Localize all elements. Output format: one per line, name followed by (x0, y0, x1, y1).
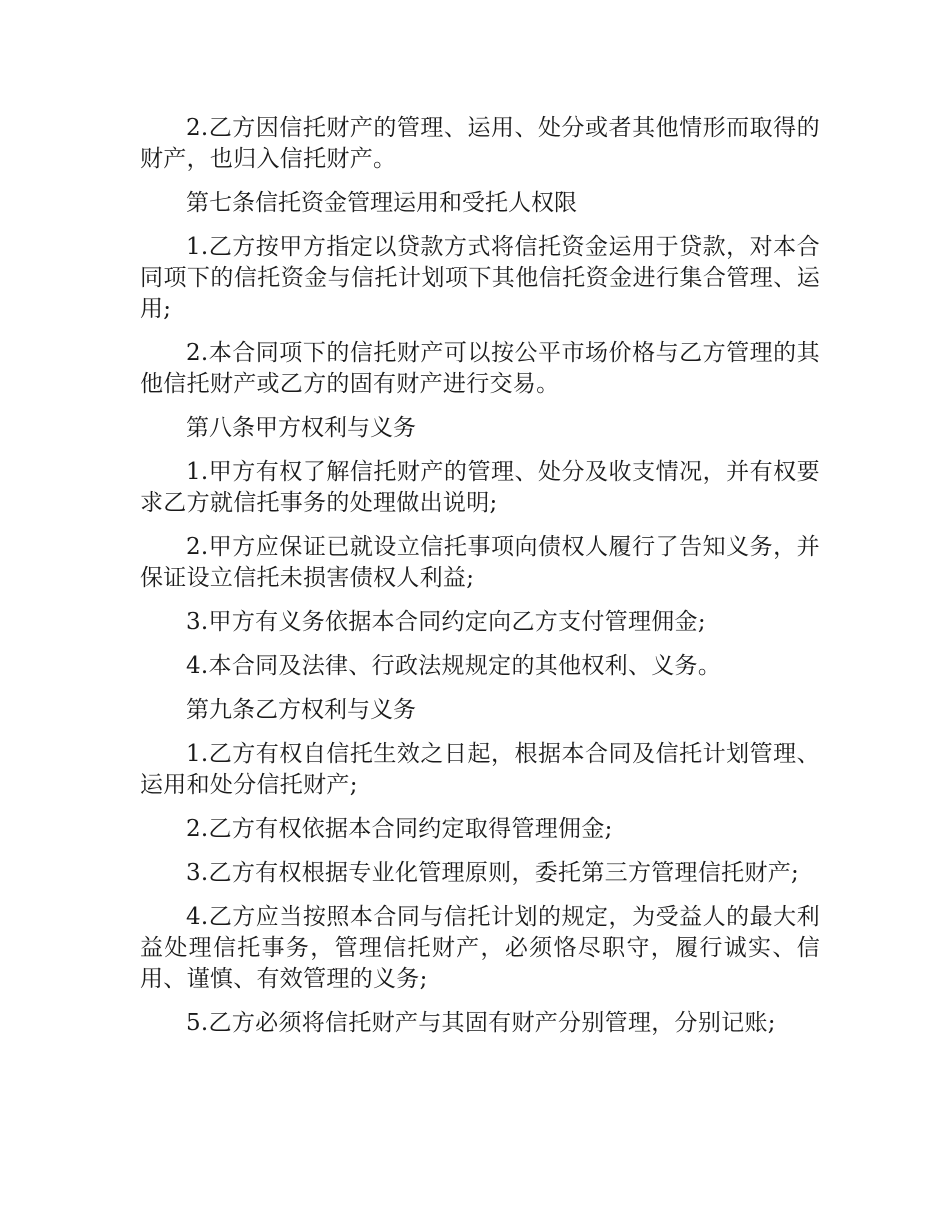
paragraph-art9-item2: 2.乙方有权依据本合同约定取得管理佣金; (186, 816, 613, 842)
paragraph-art7-item2: 2.本合同项下的信托财产可以按公平市场价格与乙方管理的其他信托财产或乙方的固有财产进行交易。 (140, 340, 820, 397)
paragraph-art8-item4: 4.本合同及法律、行政法规规定的其他权利、义务。 (186, 653, 722, 679)
paragraph-art9-item5: 5.乙方必须将信托财产与其固有财产分别管理，分别记账; (186, 1010, 776, 1036)
paragraph-art6-item2: 2.乙方因信托财产的管理、运用、处分或者其他情形而取得的财产，也归入信托财产。 (140, 115, 820, 172)
paragraph-art9-item1: 1.乙方有权自信托生效之日起，根据本合同及信托计划管理、运用和处分信托财产; (140, 741, 820, 798)
heading-article-9: 第九条乙方权利与义务 (186, 697, 416, 723)
heading-article-8: 第八条甲方权利与义务 (186, 415, 416, 441)
paragraph-art9-item4: 4.乙方应当按照本合同与信托计划的规定，为受益人的最大利益处理信托事务，管理信托财产，必须恪尽职守，履行诚实、信用、谨慎、有效管理的义务; (140, 904, 820, 992)
paragraph-art8-item3: 3.甲方有义务依据本合同约定向乙方支付管理佣金; (186, 609, 706, 635)
paragraph-art8-item1: 1.甲方有权了解信托财产的管理、处分及收支情况，并有权要求乙方就信托事务的处理做出说明; (140, 459, 820, 516)
document-page (140, 113, 820, 1052)
heading-article-7: 第七条信托资金管理运用和受托人权限 (186, 190, 577, 216)
paragraph-art8-item2: 2.甲方应保证已就设立信托事项向债权人履行了告知义务，并保证设立信托未损害债权人利益; (140, 534, 820, 591)
paragraph-art7-item1: 1.乙方按甲方指定以贷款方式将信托资金运用于贷款，对本合同项下的信托资金与信托计划项下其他信托资金进行集合管理、运用; (140, 234, 820, 322)
paragraph-art9-item3: 3.乙方有权根据专业化管理原则，委托第三方管理信托财产; (186, 860, 800, 886)
